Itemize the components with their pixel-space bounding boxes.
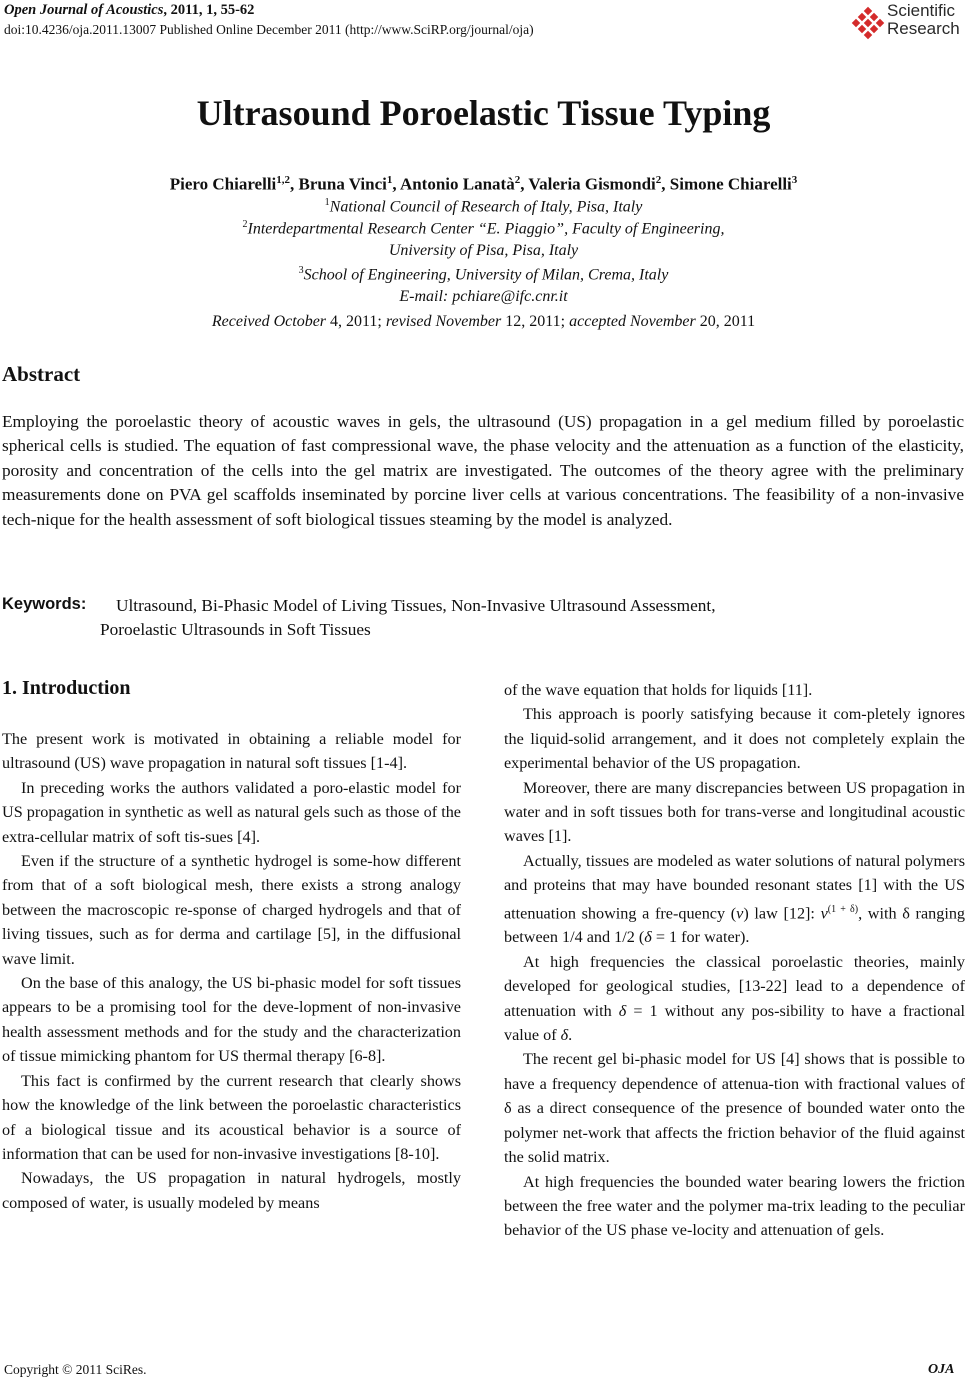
author-name: Valeria Gismondi: [528, 174, 656, 194]
symbol-delta: δ: [560, 1026, 569, 1045]
author-sep: ,: [520, 174, 529, 194]
journal-header: [4, 2, 254, 19]
revised-label: revised November: [385, 313, 502, 330]
affil-text: School of Engineering, University of Milan, Crema, Italy: [303, 266, 669, 284]
journal-name: Open Journal of Acoustics: [4, 2, 164, 18]
paragraph: Nowadays, the US propagation in natural hydrogels, mostly composed of water, is usually modeled by means: [2, 1169, 461, 1212]
text-run: = 1 for water).: [651, 928, 750, 947]
paragraph: This approach is poorly satisfying because it com-pletely ignores the liquid-solid arrangement, and it does not completely explain the experimental behavior of the US propagation.: [504, 705, 965, 773]
affil-text: Interdepartmental Research Center “E. Piaggio”, Faculty of Engineering,: [247, 220, 725, 238]
author-affil-sup: 2: [655, 174, 662, 186]
keywords-line2: Poroelastic Ultrasounds in Soft Tissues: [100, 620, 371, 640]
affiliation-1: [0, 197, 967, 216]
email-label: E-mail: [399, 288, 443, 305]
journal-abbr-footer: OJA: [928, 1362, 955, 1377]
symbol-delta: δ: [644, 928, 652, 947]
logo-diamond-icon: [851, 6, 885, 40]
logo-line1: Scientific: [887, 1, 956, 20]
paragraph-attenuation-law: [504, 849, 965, 950]
paragraph: Even if the structure of a synthetic hydrogel is some-how different from that of a soft biological mesh, there exists a strong analogy between the macroscopic re-sponse of charged hydrogels and that of living tissues, such as for derma and cartilage [5], in the diffusional wave limit.: [2, 852, 461, 968]
text-run: At high frequencies the classical poroelastic theories, mainly developed for geological studies, [13-22] lead to a dependence of attenuation with: [504, 952, 965, 1020]
logo-text: [887, 2, 960, 38]
paragraph: At high frequencies the bounded water bearing lowers the friction between the free water and the polymer ma-trix leading to the peculiar behavior of the US phase ve-locity and attenuation of gels.: [504, 1172, 965, 1240]
affil-sup: 3: [298, 265, 304, 276]
paragraph: The present work is motivated in obtaining a reliable model for ultrasound (US) wave propagation in natural soft tissues [1-4].: [2, 730, 461, 773]
keywords-line1: Ultrasound, Bi-Phasic Model of Living Tissues, Non-Invasive Ultrasound Assessment,: [116, 596, 716, 615]
dates-line: [0, 313, 967, 331]
text-run: ) law [12]:: [743, 904, 821, 923]
keywords-text: [100, 594, 896, 643]
paragraph: Moreover, there are many discrepancies between US propagation in water and in soft tissues both for trans-verse and longitudinal acoustic waves [1].: [504, 778, 965, 846]
abstract-text: Employing the poroelastic theory of acoustic waves in gels, the ultrasound (US) propagation in a gel medium filled by poroelastic spherical cells is studied. The equation of fast compressional wave, the phase velocity and the attenuation as a function of the elasticity, porosity and concentration of the cells into the gel matrix are investigated. The outcomes of the theory agree with the preliminary measurements done on PVA gel scaffolds inseminated by porcine liver cells at various concentrations. The feasibility of a non-invasive tech-nique for the health assessment of soft biological tissues steaming by the model is analyzed.: [2, 412, 964, 529]
symbol-v: v: [820, 904, 828, 923]
left-column: [2, 727, 461, 1215]
copyright-footer: Copyright © 2011 SciRes.: [4, 1362, 147, 1377]
author-affil-sup: 3: [791, 174, 798, 186]
section-heading-introduction: 1. Introduction: [2, 677, 131, 699]
affiliation-2-cont: University of Pisa, Pisa, Italy: [388, 242, 579, 259]
doi-line: doi:10.4236/oja.2011.13007 Published Online December 2011 (http://www.SciRP.org/journal/oja): [4, 22, 534, 37]
revised-date: 12, 2011;: [501, 313, 570, 330]
exponent: (1 + δ): [827, 903, 859, 915]
text-run: = 1 without any pos-sibility to have a fractional value of: [504, 1001, 965, 1045]
paragraph: of the wave equation that holds for liquids [11].: [504, 681, 813, 699]
author-affil-sup: 1: [386, 174, 393, 186]
symbol-v: v: [736, 904, 744, 923]
paragraph: This fact is confirmed by the current research that clearly shows how the knowledge of the link between the poroelastic characteristics of a biological tissue and its acoustical behavior is a source of information that can be used for non-invasive investigations [8-10].: [2, 1071, 461, 1163]
author-affil-sup: 2: [514, 174, 521, 186]
affil-sup: 1: [324, 197, 330, 208]
paragraph: In preceding works the authors validated a poro-elastic model for US propagation in synthetic as well as natural gels such as those of the extra-cellular matrix of soft tis-sues [4].: [2, 778, 461, 846]
email-line[interactable]: [0, 288, 967, 306]
affiliation-3: [0, 265, 967, 284]
paragraph: The recent gel bi-phasic model for US [4] shows that is possible to have a frequency dependence of attenua-tion with fractional values of δ as a direct consequence of the presence of bounded water onto the polymer net-work that affects the friction behavior of the fluid against the solid matrix.: [504, 1050, 965, 1167]
accepted-date: 20, 2011: [695, 313, 756, 330]
affiliation-2: [0, 219, 967, 238]
symbol-delta: δ: [618, 1001, 627, 1020]
paragraph: On the base of this analogy, the US bi-phasic model for soft tissues appears to be a promising tool for the deve-lopment of non-invasive health assessment methods and for the study and the characterization of tissue mimicking phantom for US thermal therapy [6-8].: [2, 974, 461, 1066]
author-name: Antonio Lanatà: [399, 174, 515, 194]
paper-title: Ultrasound Poroelastic Tissue Typing: [196, 93, 771, 133]
volume-info: , 2011, 1, 55-62: [163, 2, 255, 18]
author-sep: ,: [661, 174, 670, 194]
author-list: [0, 174, 967, 195]
email-address[interactable]: : pchiare@ifc.cnr.it: [442, 288, 568, 305]
received-label: Received October: [211, 313, 327, 330]
text-run: .: [568, 1026, 573, 1045]
abstract-heading: Abstract: [2, 362, 81, 386]
author-affil-sup: 1,2: [276, 174, 291, 186]
author-name: Bruna Vinci: [298, 174, 387, 194]
accepted-label: accepted November: [569, 313, 696, 330]
paragraph: [504, 950, 965, 1048]
scientific-research-logo[interactable]: [851, 2, 967, 42]
text-run: Actually, tissues are modeled as water solutions of natural polymers and proteins that may have bounded resonant states [1] with the US attenuation showing a fre-quency (: [504, 851, 965, 923]
right-column: [504, 678, 965, 1243]
received-date: 4, 2011;: [326, 313, 386, 330]
logo-line2: Research: [887, 19, 960, 38]
author-sep: ,: [290, 174, 299, 194]
affil-text: National Council of Research of Italy, Pisa, Italy: [329, 198, 643, 216]
author-name: Piero Chiarelli: [169, 174, 277, 194]
affil-sup: 2: [242, 219, 248, 230]
text-run: , with δ ranging between 1/4 and 1/2 (: [504, 904, 966, 947]
author-sep: ,: [392, 174, 400, 194]
keywords-label: Keywords:: [2, 595, 87, 613]
author-name: Simone Chiarelli: [669, 174, 792, 194]
